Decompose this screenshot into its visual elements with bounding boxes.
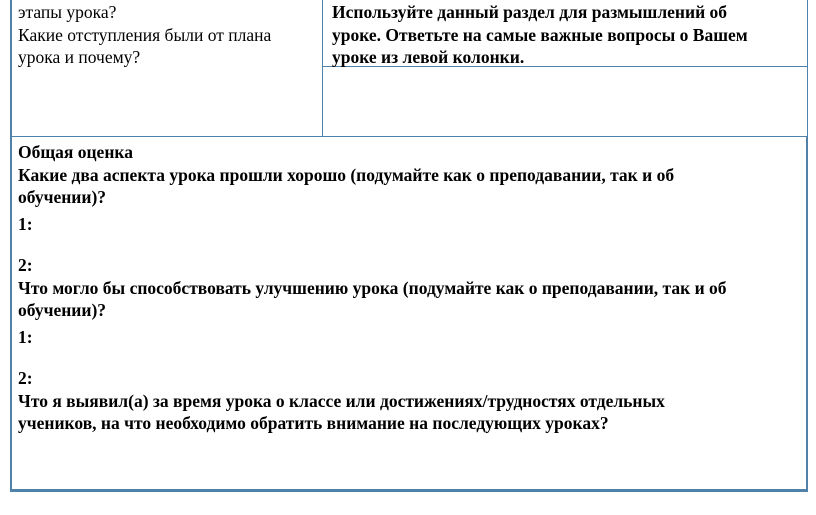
overall-assessment-text bbox=[18, 141, 798, 435]
question-well-line: обучении)? bbox=[18, 187, 107, 207]
left-line: Какие отступления были от плана bbox=[18, 24, 272, 45]
left-column-text bbox=[18, 1, 314, 69]
instruction-line: уроке из левой колонки. bbox=[332, 47, 525, 67]
question-improve-line: Что могло бы способствовать улучшению урока (подумайте как о преподавании, так и об bbox=[18, 277, 727, 298]
answer-label: 2: bbox=[18, 368, 33, 388]
answer-label: 1: bbox=[18, 326, 33, 347]
instruction-line: уроке. Ответьте на самые важные вопросы о Вашем bbox=[332, 24, 748, 45]
left-line: урока и почему? bbox=[18, 47, 141, 67]
question-well-line: Какие два аспекта урока прошли хорошо (подумайте как о преподавании, так и об bbox=[18, 164, 675, 185]
instruction-line: Используйте данный раздел для размышлений об bbox=[332, 2, 728, 22]
question-improve-line: обучении)? bbox=[18, 300, 107, 320]
question-learned-line: учеников, на что необходимо обратить внимание на последующих уроках? bbox=[18, 413, 609, 433]
left-line: этапы урока? bbox=[18, 2, 117, 22]
right-column-answer-cell bbox=[322, 66, 808, 137]
question-learned-line: Что я выявил(а) за время урока о классе или достижениях/трудностях отдельных bbox=[18, 390, 665, 411]
right-column-instructions bbox=[332, 1, 802, 69]
answer-label: 1: bbox=[18, 213, 33, 234]
overall-heading: Общая оценка bbox=[18, 142, 133, 162]
answer-label: 2: bbox=[18, 255, 33, 275]
